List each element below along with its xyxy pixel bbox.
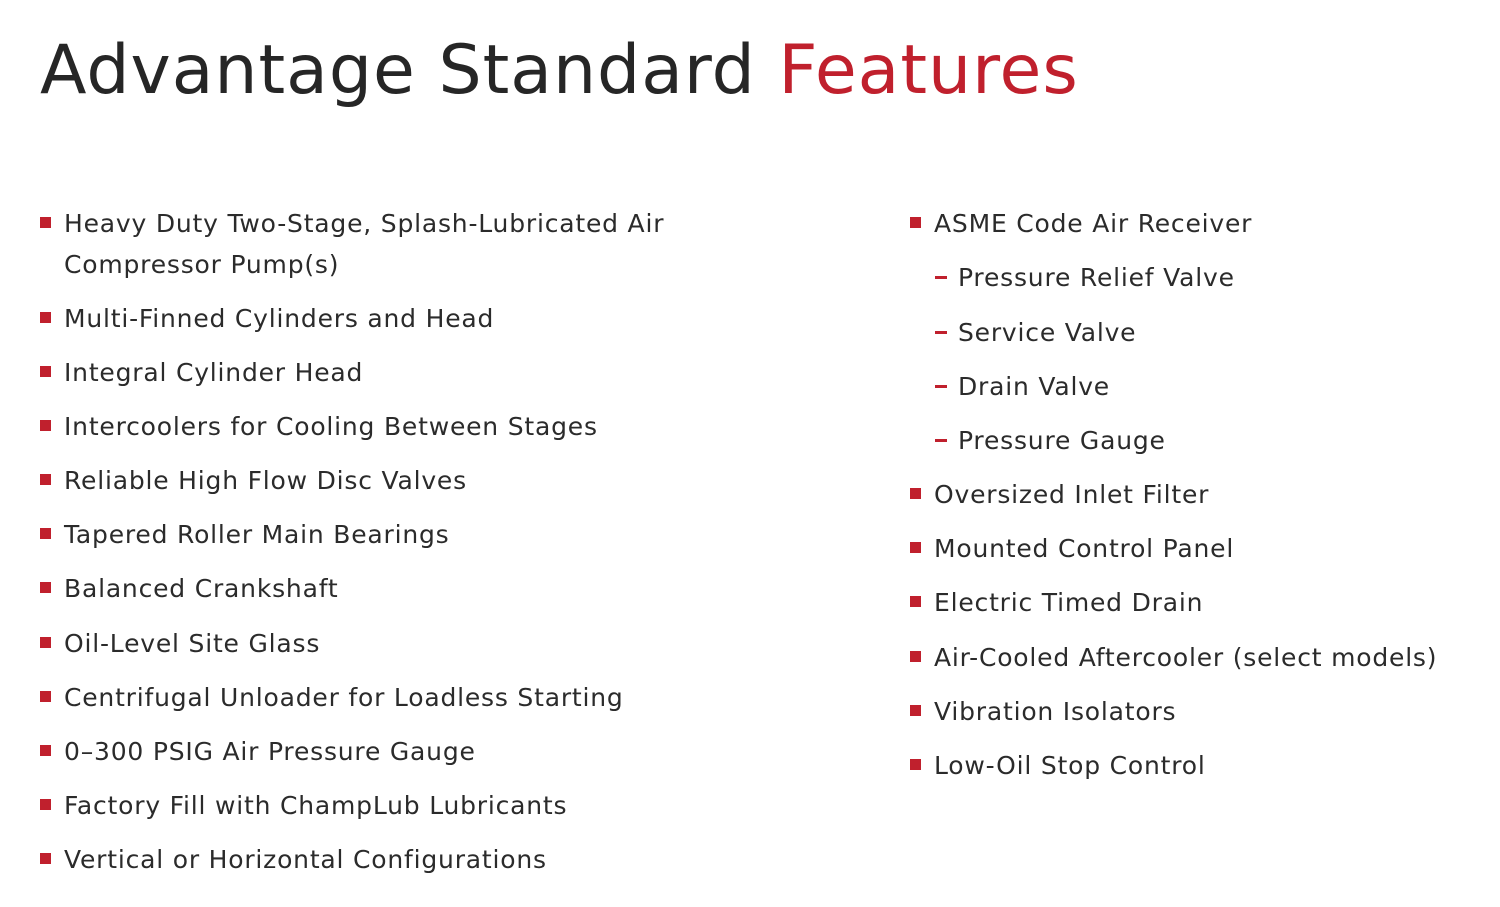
- square-bullet-icon: [910, 651, 921, 662]
- sub-list-item-label: Pressure Gauge: [958, 426, 1166, 455]
- square-bullet-icon: [40, 528, 51, 539]
- square-bullet-icon: [910, 542, 921, 553]
- square-bullet-icon: [910, 217, 921, 228]
- list-item-label: Oversized Inlet Filter: [934, 480, 1210, 509]
- list-item-label: Centrifugal Unloader for Loadless Starting: [64, 683, 624, 712]
- dash-bullet-icon: [935, 385, 947, 388]
- dash-bullet-icon: [935, 276, 947, 279]
- square-bullet-icon: [40, 799, 51, 810]
- list-item-label: Mounted Control Panel: [934, 534, 1235, 563]
- dash-bullet-icon: [935, 439, 947, 442]
- list-item-label: Tapered Roller Main Bearings: [64, 520, 450, 549]
- list-item-label: Vibration Isolators: [934, 697, 1177, 726]
- square-bullet-icon: [40, 217, 51, 228]
- title-main: Advantage Standard: [40, 31, 756, 110]
- list-item-label: Balanced Crankshaft: [64, 574, 339, 603]
- list-item-label: Intercoolers for Cooling Between Stages: [64, 412, 598, 441]
- sub-list-item-label: Pressure Relief Valve: [958, 263, 1235, 292]
- list-item-label: Factory Fill with ChampLub Lubricants: [64, 791, 568, 820]
- square-bullet-icon: [40, 582, 51, 593]
- square-bullet-icon: [910, 705, 921, 716]
- square-bullet-icon: [910, 488, 921, 499]
- sub-list-item-label: Drain Valve: [958, 372, 1110, 401]
- square-bullet-icon: [910, 596, 921, 607]
- list-item-label: ASME Code Air Receiver: [934, 209, 1253, 238]
- square-bullet-icon: [40, 637, 51, 648]
- list-item-label: Heavy Duty Two-Stage, Splash-Lubricated Air Compressor Pump(s): [64, 209, 665, 279]
- list-item-label: Vertical or Horizontal Configurations: [64, 845, 547, 874]
- square-bullet-icon: [40, 312, 51, 323]
- list-item-label: Electric Timed Drain: [934, 588, 1204, 617]
- square-bullet-icon: [40, 691, 51, 702]
- list-item-label: Multi-Finned Cylinders and Head: [64, 304, 495, 333]
- list-item-label: Low-Oil Stop Control: [934, 751, 1206, 780]
- sub-list-item-label: Service Valve: [958, 318, 1137, 347]
- list-item-label: 0–300 PSIG Air Pressure Gauge: [64, 737, 476, 766]
- title-accent: Features: [778, 31, 1079, 110]
- square-bullet-icon: [40, 474, 51, 485]
- square-bullet-icon: [40, 366, 51, 377]
- square-bullet-icon: [40, 853, 51, 864]
- dash-bullet-icon: [935, 331, 947, 334]
- square-bullet-icon: [40, 420, 51, 431]
- page-title: [40, 26, 1079, 116]
- list-item-label: Oil-Level Site Glass: [64, 629, 321, 658]
- list-item-label: Integral Cylinder Head: [64, 358, 364, 387]
- list-item-label: Reliable High Flow Disc Valves: [64, 466, 467, 495]
- list-item-label: Air-Cooled Aftercooler (select models): [934, 643, 1438, 672]
- square-bullet-icon: [40, 745, 51, 756]
- square-bullet-icon: [910, 759, 921, 770]
